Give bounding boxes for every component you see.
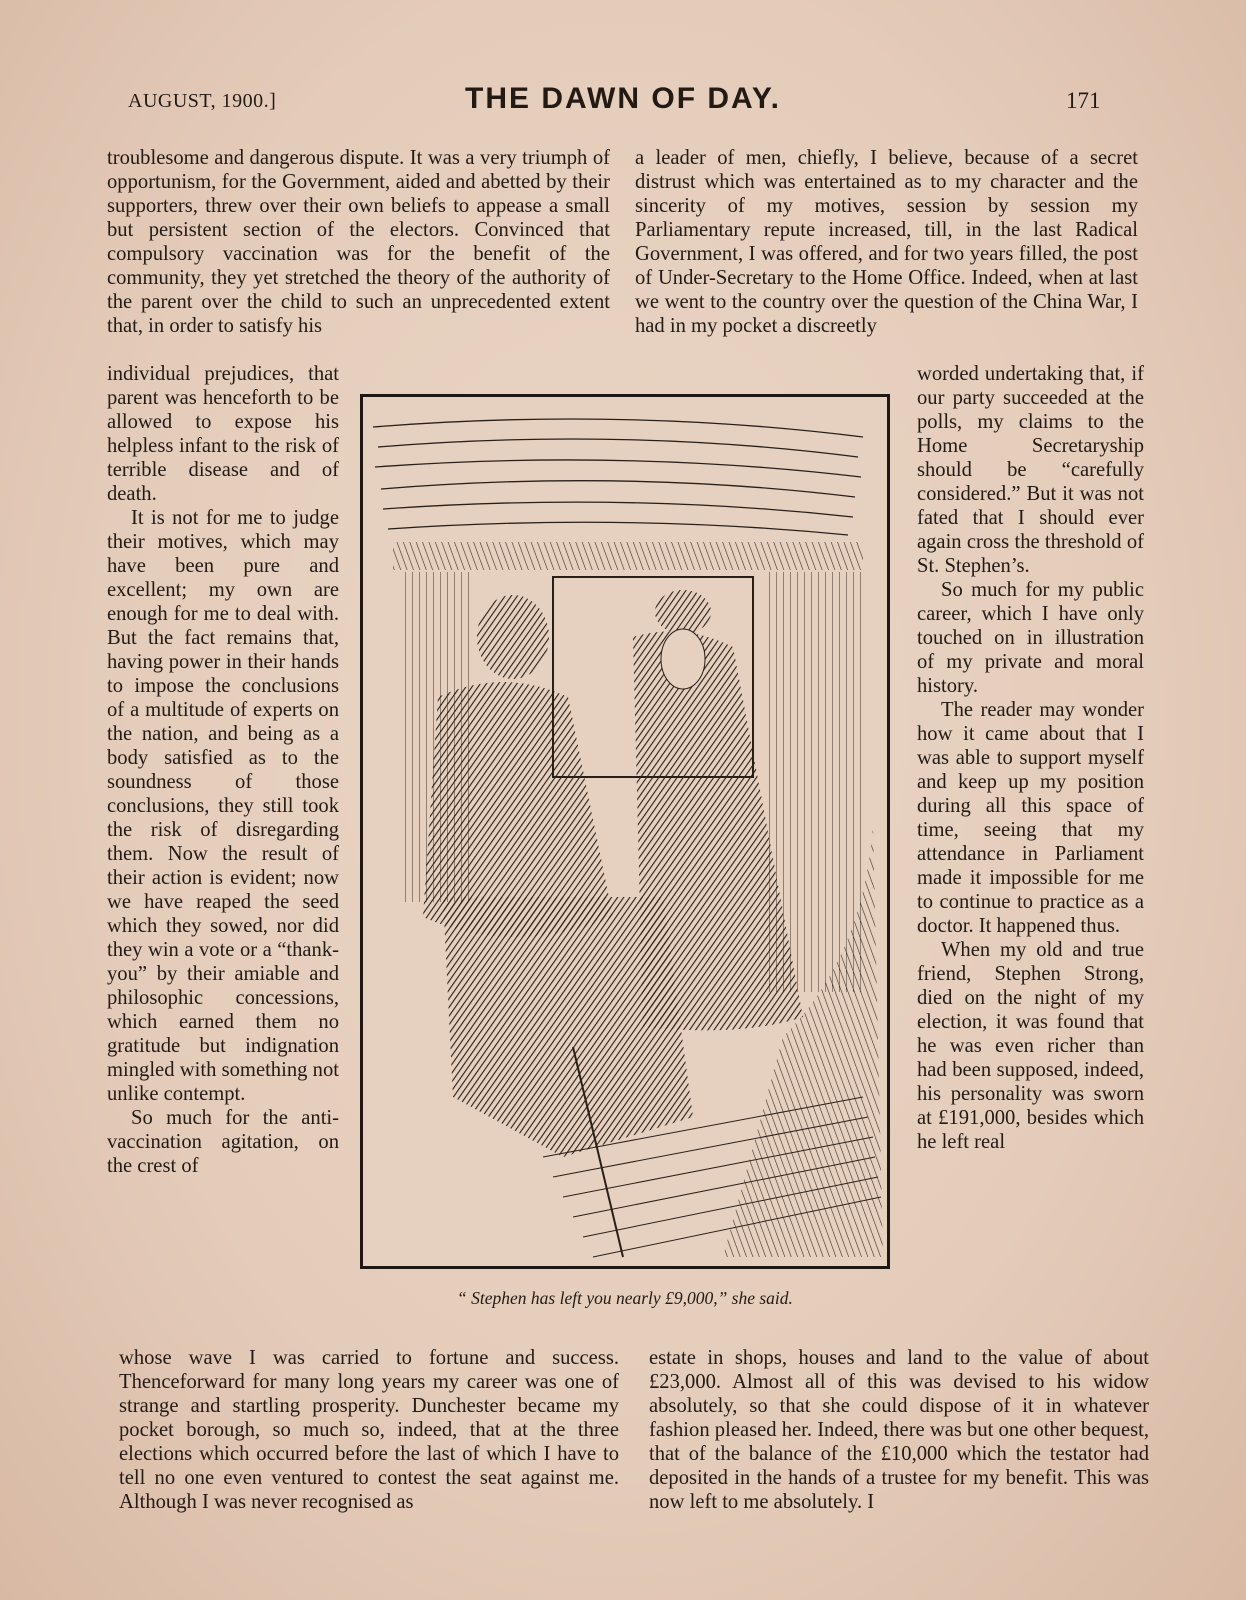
column-bottom-right xyxy=(649,1346,1149,1514)
paragraph: individual prejudices, that parent was henceforth to be allowed to expose his helpless infant to the risk of terrible disease and of death. xyxy=(107,363,339,505)
paragraph: troublesome and dangerous dispute. It was a very triumph of opportunism, for the Government, aided and abetted by their supporters, threw over their own beliefs to appease a small but persistent section of the electors. Convinced that compulsory vaccination was for the benefit of the community, they yet stretched the theory of the authority of the parent over the child to such an unprecedented extent that, in order to satisfy his xyxy=(107,147,610,337)
column-top-right xyxy=(635,146,1138,338)
paragraph: When my old and true friend, Stephen Strong, died on the night of my election, it was found that he was even richer than had been supposed, indeed, his personality was sworn at £191,000, besides which he left real xyxy=(917,939,1144,1153)
column-middle-right xyxy=(917,362,1144,1154)
paragraph: a leader of men, chiefly, I believe, because of a secret distrust which was entertained as to my character and the sincerity of my motives, session by session my Parliamentary repute increased, till, in the last Radical Government, I was offered, and for two years filled, the post of Under-Secretary to the Home Office. Indeed, when at last we went to the country over the question of the China War, I had in my pocket a discreetly xyxy=(635,147,1138,337)
paragraph: So much for the anti-vaccination agitation, on the crest of xyxy=(107,1107,339,1177)
illustration-caption: “ Stephen has left you nearly £9,000,” she said. xyxy=(457,1288,793,1308)
paragraph: worded undertaking that, if our party succeeded at the polls, my claims to the Home Secretaryship should be “carefully considered.” But it was not fated that I should ever again cross the threshold of St. Stephen’s. xyxy=(917,363,1144,577)
page-title: THE DAWN OF DAY. xyxy=(465,82,781,115)
paragraph: So much for my public career, which I have only touched on in illustration of my private and moral history. xyxy=(917,579,1144,697)
paragraph: whose wave I was carried to fortune and success. Thenceforward for many long years my career was one of strange and startling prosperity. Dunchester became my pocket borough, so much so, indeed, that at the three elections which occurred before the last of which I have to tell no one even ventured to contest the seat against me. Although I was never recognised as xyxy=(119,1347,619,1513)
illustration-engraving xyxy=(360,394,890,1269)
issue-date: AUGUST, 1900.] xyxy=(128,90,277,112)
engraving-drawing xyxy=(363,397,887,1266)
paragraph: The reader may wonder how it came about that I was able to support myself and keep up my position during all this space of time, seeing that my attendance in Parliament made it impossible for me to continue to practice as a doctor. It happened thus. xyxy=(917,699,1144,937)
paragraph: It is not for me to judge their motives, which may have been pure and excellent; my own are enough for me to deal with. But the fact remains that, having power in their hands to impose the conclusions of a multitude of experts on the nation, and being as a body satisfied as to the soundness of those conclusions, they still took the risk of disregarding them. Now the result of their action is evident; now we have reaped the seed which they sowed, nor did they win a vote or a “thank-you” by their amiable and philosophic concessions, which earned them no gratitude but indignation mingled with something not unlike contempt. xyxy=(107,507,339,1105)
column-middle-left xyxy=(107,362,339,1178)
column-top-left xyxy=(107,146,610,338)
column-bottom-left xyxy=(119,1346,619,1514)
paragraph: estate in shops, houses and land to the value of about £23,000. Almost all of this was devised to his widow absolutely, so that she could dispose of it in whatever fashion pleased her. Indeed, there was but one other bequest, that of the balance of the £10,000 which the testator had deposited in the hands of a trustee for my benefit. This was now left to me absolutely. I xyxy=(649,1347,1149,1513)
page-number: 171 xyxy=(1066,88,1101,113)
